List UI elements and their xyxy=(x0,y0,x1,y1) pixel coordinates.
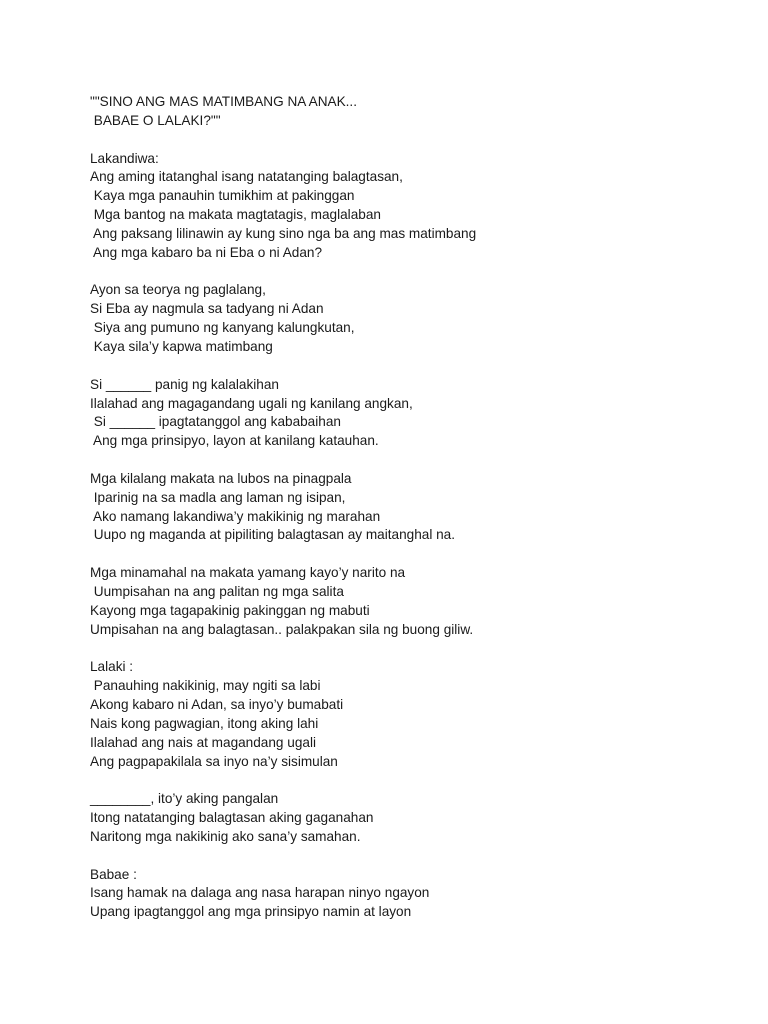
poem-line: Ang mga prinsipyo, layon at kanilang katauhan. xyxy=(90,433,379,449)
poem-line: Mga kilalang makata na lubos na pinagpala xyxy=(90,470,352,486)
title-line: ""SINO ANG MAS MATIMBANG NA ANAK... xyxy=(90,94,357,109)
title-line: BABAE O LALAKI?"" xyxy=(90,112,221,128)
speaker-label: Lakandiwa: xyxy=(90,150,159,166)
speaker-label: Babae : xyxy=(90,866,137,882)
poem-line: Umpisahan na ang balagtasan.. palakpakan sila ng buong giliw. xyxy=(90,621,474,637)
poem-line: Itong natatanging balagtasan aking gaganahan xyxy=(90,810,374,826)
poem-line: Si Eba ay nagmula sa tadyang ni Adan xyxy=(90,301,324,317)
stanza-babae xyxy=(90,866,730,923)
poem-line: ________, ito’y aking pangalan xyxy=(90,791,279,807)
poem-line: Ang pagpapakilala sa inyo na’y sisimulan xyxy=(90,753,338,769)
poem-line: Kayong mga tagapakinig pakinggan ng mabuti xyxy=(90,602,370,618)
stanza xyxy=(90,564,730,639)
poem-line: Mga bantog na makata magtatagis, maglalaban xyxy=(90,207,381,223)
poem-line: Siya ang pumuno ng kanyang kalungkutan, xyxy=(90,320,355,336)
speaker-label: Lalaki : xyxy=(90,659,134,675)
poem-line: Si ______ panig ng kalalakihan xyxy=(90,376,279,392)
poem-text xyxy=(90,93,730,941)
poem-line: Iparinig na sa madla ang laman ng isipan, xyxy=(90,489,346,505)
poem-line: Kaya sila’y kapwa matimbang xyxy=(90,338,273,354)
stanza-lalaki xyxy=(90,658,730,771)
title-stanza xyxy=(90,93,730,131)
stanza-lakandiwa-intro xyxy=(90,150,730,263)
poem-line: Ang paksang lilinawin ay kung sino nga ba ang mas matimbang xyxy=(90,225,477,241)
poem-line: Nais kong pagwagian, itong aking lahi xyxy=(90,715,319,731)
poem-line: Ilalahad ang nais at magandang ugali xyxy=(90,734,316,750)
poem-line: Si ______ ipagtatanggol ang kababaihan xyxy=(90,414,341,430)
poem-line: Upang ipagtanggol ang mga prinsipyo namin at layon xyxy=(90,904,412,920)
poem-line: Ayon sa teorya ng paglalang, xyxy=(90,282,266,298)
poem-line: Ako namang lakandiwa’y makikinig ng marahan xyxy=(90,508,381,524)
poem-line: Isang hamak na dalaga ang nasa harapan ninyo ngayon xyxy=(90,885,430,901)
poem-line: Uumpisahan na ang palitan ng mga salita xyxy=(90,583,344,599)
poem-line: Akong kabaro ni Adan, sa inyo’y bumabati xyxy=(90,697,344,712)
poem-line: Ilalahad ang magagandang ugali ng kanilang angkan, xyxy=(90,395,413,411)
stanza xyxy=(90,281,730,356)
poem-line: Panauhing nakikinig, may ngiti sa labi xyxy=(90,678,321,694)
poem-line: Ang aming itatanghal isang natatanging balagtasan, xyxy=(90,169,403,185)
stanza xyxy=(90,376,730,451)
poem-line: Ang mga kabaro ba ni Eba o ni Adan? xyxy=(90,244,323,260)
poem-line: Uupo ng maganda at pipiliting balagtasan ay maitanghal na. xyxy=(90,527,456,543)
stanza xyxy=(90,790,730,847)
poem-line: Kaya mga panauhin tumikhim at pakinggan xyxy=(90,188,355,204)
poem-line: Mga minamahal na makata yamang kayo’y narito na xyxy=(90,565,406,581)
stanza xyxy=(90,470,730,545)
poem-line: Naritong mga nakikinig ako sana’y samahan. xyxy=(90,828,361,844)
